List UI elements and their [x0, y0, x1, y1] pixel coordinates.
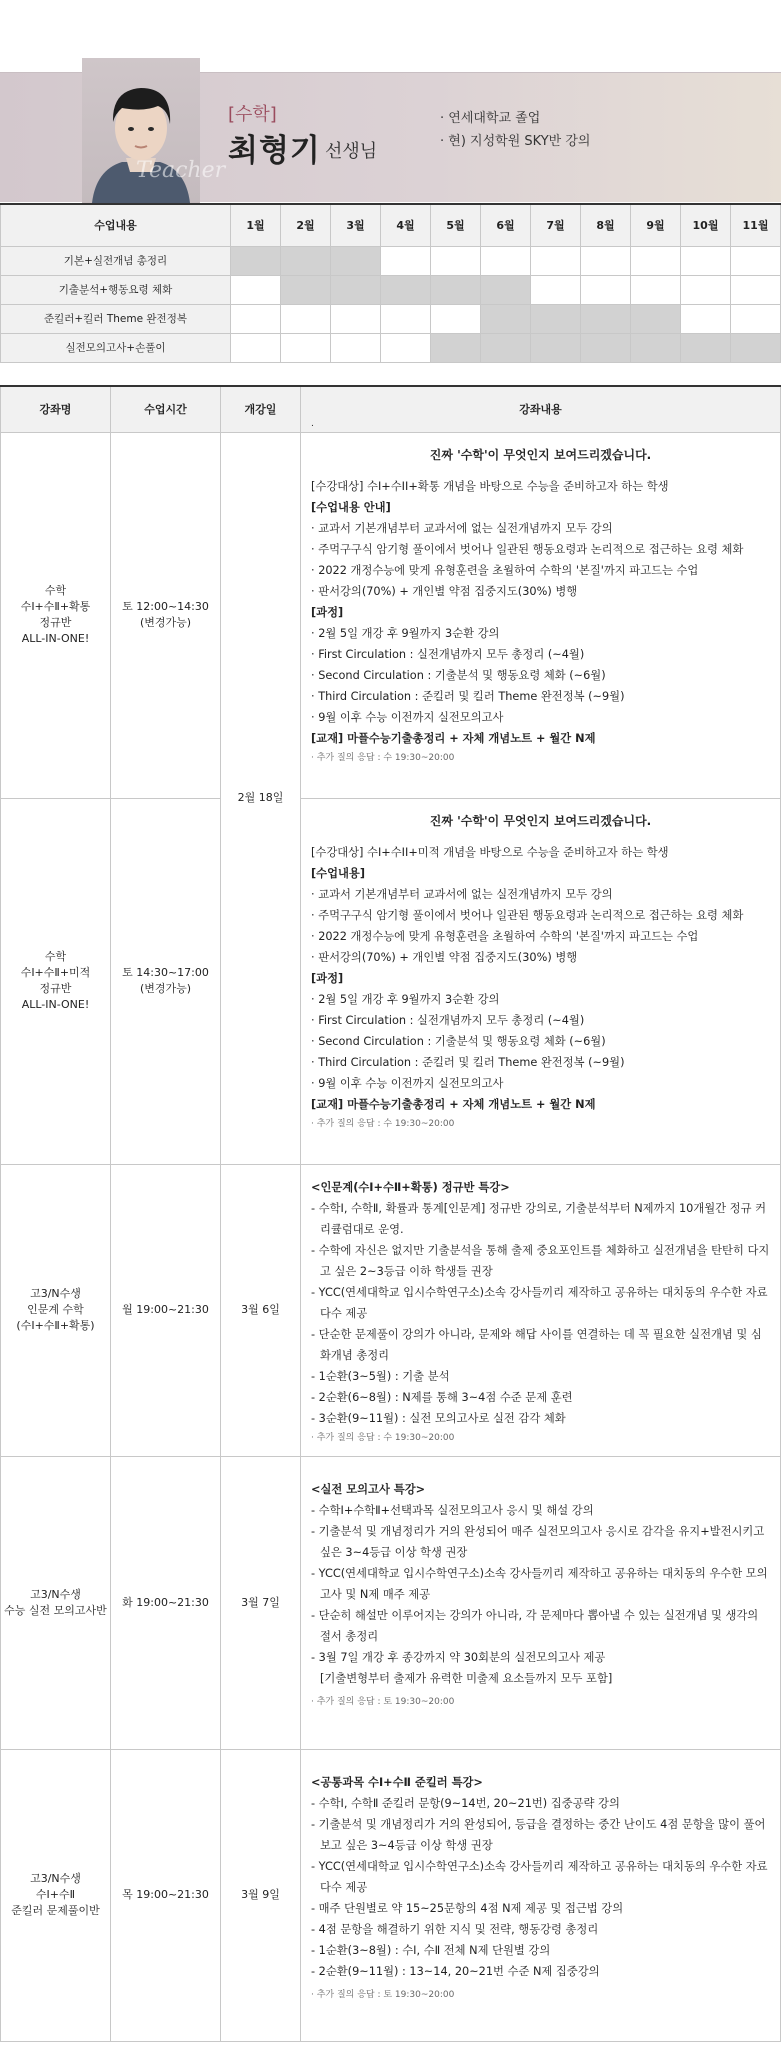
course-content-head: <인문계(수Ⅰ+수Ⅱ+확통) 정규반 특강>	[311, 1180, 510, 1194]
course-line: - 기출분석 및 개념정리가 거의 완성되어, 등급을 결정하는 중간 난이도 4점 문항을 많이 풀어보고 싶은 3~4등급 이상 학생 권장	[311, 1814, 770, 1856]
course-name-line: 수학	[44, 584, 67, 597]
schedule-cell	[431, 304, 481, 333]
month-header: 7월	[531, 204, 581, 246]
month-header: 8월	[581, 204, 631, 246]
schedule-cell	[731, 246, 781, 275]
schedule-header-label: 수업내용	[1, 204, 231, 246]
schedule-cell	[731, 275, 781, 304]
month-header: 10월	[681, 204, 731, 246]
course-line: - 4점 문항을 해결하기 위한 지식 및 전략, 행동강령 총정리	[311, 1919, 770, 1940]
schedule-row	[1, 275, 781, 304]
schedule-row	[1, 304, 781, 333]
schedule-cell	[381, 333, 431, 362]
teacher-header	[0, 72, 781, 202]
course-name	[1, 1164, 111, 1456]
schedule-cell	[281, 304, 331, 333]
course-row	[1, 432, 781, 798]
schedule-cell	[381, 246, 431, 275]
course-line: - 매주 단원별로 약 15~25문항의 4점 N제 제공 및 접근법 강의	[311, 1898, 770, 1919]
course-name	[1, 432, 111, 798]
course-content	[301, 1749, 781, 2041]
course-line: - YCC(연세대학교 입시수학연구소)소속 강사들끼리 제작하고 공유하는 대치동의 우수한 모의고사 및 N제 매주 제공	[311, 1563, 770, 1605]
schedule-row-label: 기출분석+행동요령 체화	[1, 275, 231, 304]
course-content-header	[301, 386, 781, 432]
schedule-cell	[681, 304, 731, 333]
course-header-row	[1, 386, 781, 432]
schedule-row-label: 준킬러+킬러 Theme 완전정복	[1, 304, 231, 333]
course-line: · 2월 5일 개강 후 9월까지 3순환 강의	[311, 623, 770, 644]
course-line: · 판서강의(70%) + 개인별 약점 집중지도(30%) 병행	[311, 947, 770, 968]
schedule-cell	[481, 246, 531, 275]
month-header: 5월	[431, 204, 481, 246]
month-header: 3월	[331, 204, 381, 246]
schedule-cell	[631, 333, 681, 362]
course-row	[1, 1749, 781, 2041]
schedule-cell	[331, 246, 381, 275]
course-line: · 2022 개정수능에 맞게 유형훈련을 초월하여 수학의 '본질'까지 파고드는 수업	[311, 926, 770, 947]
course-name-line: 정규반	[39, 616, 72, 629]
course-name-line: 수Ⅰ+수Ⅱ+미적	[20, 966, 91, 979]
course-line: - 2순환(9~11월) : 13~14, 20~21번 수준 N제 집중강의	[311, 1961, 770, 1982]
course-name-line: (수Ⅰ+수Ⅱ+확통)	[16, 1319, 95, 1332]
course-time	[111, 1456, 221, 1749]
schedule-cell	[631, 275, 681, 304]
course-line: - 단순히 해설만 이루어지는 강의가 아니라, 각 문제마다 뽑아낼 수 있는 실전개념 및 생각의 절서 총정리	[311, 1605, 770, 1647]
schedule-cell	[531, 246, 581, 275]
schedule-cell	[481, 304, 531, 333]
schedule-cell	[531, 275, 581, 304]
course-time-line: 화 19:00~21:30	[122, 1595, 209, 1609]
schedule-cell	[481, 333, 531, 362]
course-line: - 1순환(3~5월) : 기출 분석	[311, 1366, 770, 1387]
schedule-cell	[331, 275, 381, 304]
course-section-head: [수업내용]	[311, 866, 365, 880]
course-line: · 9월 이후 수능 이전까지 실전모의고사	[311, 707, 770, 728]
course-row	[1, 1456, 781, 1749]
course-content-title: 진짜 '수학'이 무엇인지 보여드리겠습니다.	[429, 447, 652, 462]
schedule-cell	[231, 333, 281, 362]
course-target: [수강대상] 수I+수II+미적 개념을 바탕으로 수능을 준비하고자 하는 학생	[311, 845, 669, 859]
course-name-line: 수학	[44, 950, 67, 963]
schedule-cell	[431, 246, 481, 275]
course-time	[111, 1749, 221, 2041]
course-section-head: [과정]	[311, 605, 344, 619]
course-name-line: 정규반	[39, 982, 72, 995]
schedule-header-row	[1, 204, 781, 246]
course-name-line: 수Ⅰ+수Ⅱ	[35, 1888, 76, 1901]
course-time-line: 월 19:00~21:30	[122, 1303, 209, 1316]
schedule-cell	[231, 275, 281, 304]
course-time-header: 수업시간	[111, 386, 221, 432]
course-section-head: [과정]	[311, 971, 344, 985]
course-line: · Second Circulation : 기출분석 및 행동요령 체화 (~6월)	[311, 665, 770, 686]
schedule-cell	[431, 333, 481, 362]
course-table	[0, 385, 781, 2042]
course-content	[301, 1164, 781, 1456]
course-line: · Second Circulation : 기출분석 및 행동요령 체화 (~6월)	[311, 1031, 770, 1052]
course-time-line: 목 19:00~21:30	[122, 1888, 209, 1901]
schedule-cell	[281, 333, 331, 362]
course-time-line: 토 12:00~14:30	[122, 600, 209, 613]
subject-label: [수학]	[228, 104, 277, 125]
course-line: · 판서강의(70%) + 개인별 약점 집중지도(30%) 병행	[311, 581, 770, 602]
month-header: 6월	[481, 204, 531, 246]
schedule-cell	[731, 304, 781, 333]
course-note: · 추가 질의 응답 : 수 19:30~20:00	[311, 1429, 770, 1447]
schedule-cell	[731, 333, 781, 362]
course-open-header: 개강일	[221, 386, 301, 432]
course-line: - 수학Ⅰ+수학Ⅱ+선택과목 실전모의고사 응시 및 해설 강의	[311, 1500, 770, 1521]
course-line: · First Circulation : 실전개념까지 모두 총정리 (~4월)	[311, 644, 770, 665]
schedule-cell	[681, 275, 731, 304]
schedule-cell	[331, 333, 381, 362]
course-line: · First Circulation : 실전개념까지 모두 총정리 (~4월)	[311, 1010, 770, 1031]
course-line: · Third Circulation : 준킬러 및 킬러 Theme 완전정복 (~9월)	[311, 1052, 770, 1073]
course-content	[301, 432, 781, 798]
month-header: 1월	[231, 204, 281, 246]
course-line-extra: [기출변형부터 출제가 유력한 미출제 요소들까지 모두 포함]	[320, 1671, 613, 1685]
schedule-cell	[231, 246, 281, 275]
schedule-cell	[681, 333, 731, 362]
schedule-cell	[581, 275, 631, 304]
schedule-cell	[281, 246, 331, 275]
course-line: - 기출분석 및 개념정리가 거의 완성되어 매주 실전모의고사 응시로 감각을 유지+발전시키고 싶은 3~4등급 이상 학생 권장	[311, 1521, 770, 1563]
schedule-cell	[431, 275, 481, 304]
course-line: · 주먹구구식 암기형 풀이에서 벗어나 일관된 행동요령과 논리적으로 접근하는 요령 체화	[311, 539, 770, 560]
course-name-header: 강좌명	[1, 386, 111, 432]
schedule-cell	[581, 333, 631, 362]
course-open-date: 3월 7일	[221, 1456, 301, 1749]
course-line: · 2월 5일 개강 후 9월까지 3순환 강의	[311, 989, 770, 1010]
course-time-line: (변경가능)	[139, 616, 192, 629]
course-time	[111, 798, 221, 1164]
teacher-photo	[82, 58, 226, 203]
course-line: - 3순환(9~11월) : 실전 모의고사로 실전 감각 체화	[311, 1408, 770, 1429]
course-name	[1, 798, 111, 1164]
course-name	[1, 1456, 111, 1749]
teacher-title-suffix: 선생님	[325, 141, 378, 162]
schedule-cell	[531, 333, 581, 362]
schedule-cell	[231, 304, 281, 333]
watermark-text: Teacher	[136, 158, 226, 183]
course-content-head: <공통과목 수Ⅰ+수Ⅱ 준킬러 특강>	[311, 1775, 483, 1789]
schedule-cell	[631, 246, 681, 275]
course-line: · 2022 개정수능에 맞게 유형훈련을 초월하여 수학의 '본질'까지 파고드는 수업	[311, 560, 770, 581]
course-note: · 추가 질의 응답 : 토 19:30~20:00	[311, 1986, 770, 2004]
course-line: - 3월 7일 개강 후 종강까지 약 30회분의 실전모의고사 제공	[311, 1647, 770, 1668]
course-line: · 교과서 기본개념부터 교과서에 없는 실전개념까지 모두 강의	[311, 518, 770, 539]
course-line: - 2순환(6~8월) : N제를 통해 3~4점 수준 문제 훈련	[311, 1387, 770, 1408]
course-note: · 추가 질의 응답 : 토 19:30~20:00	[311, 1693, 770, 1711]
month-header: 4월	[381, 204, 431, 246]
teacher-name: 최형기	[228, 133, 321, 169]
course-book: [교재] 마플수능기출총정리 + 자체 개념노트 + 월간 N제	[311, 1097, 596, 1111]
course-line: - 1순환(3~8월) : 수Ⅰ, 수Ⅱ 전체 N제 단원별 강의	[311, 1940, 770, 1961]
course-name-line: 수Ⅰ+수Ⅱ+확통	[20, 600, 91, 613]
course-content-header-label: 강좌내용	[519, 403, 562, 417]
header-dot: .	[311, 418, 314, 429]
course-line: · 주먹구구식 암기형 풀이에서 벗어나 일관된 행동요령과 논리적으로 접근하는 요령 체화	[311, 905, 770, 926]
course-note: · 추가 질의 응답 : 수 19:30~20:00	[311, 749, 770, 767]
course-content	[301, 1456, 781, 1749]
schedule-row	[1, 246, 781, 275]
course-name-line: 고3/N수생	[30, 1872, 81, 1885]
course-name-line: 고3/N수생	[30, 1587, 81, 1601]
month-header: 11월	[731, 204, 781, 246]
course-line: - YCC(연세대학교 입시수학연구소)소속 강사들끼리 제작하고 공유하는 대치동의 우수한 자료 다수 제공	[311, 1856, 770, 1898]
course-name-line: 수능 실전 모의고사반	[4, 1603, 107, 1617]
course-content-title: 진짜 '수학'이 무엇인지 보여드리겠습니다.	[429, 813, 652, 828]
course-line: - 수학에 자신은 없지만 기출분석을 통해 출제 중요포인트를 체화하고 실전개념을 탄탄히 다지고 싶은 2~3등급 이하 학생들 권장	[311, 1240, 770, 1282]
course-open-date: 2월 18일	[221, 432, 301, 1164]
credential-1: · 연세대학교 졸업	[440, 111, 541, 126]
course-content	[301, 798, 781, 1164]
course-name-line: ALL-IN-ONE!	[21, 998, 90, 1011]
schedule-cell	[381, 304, 431, 333]
schedule-cell	[631, 304, 681, 333]
course-content-head: <실전 모의고사 특강>	[311, 1482, 426, 1496]
schedule-cell	[531, 304, 581, 333]
course-name	[1, 1749, 111, 2041]
schedule-cell	[381, 275, 431, 304]
course-time	[111, 1164, 221, 1456]
schedule-row-label: 기본+실전개념 총정리	[1, 246, 231, 275]
course-name-line: ALL-IN-ONE!	[21, 632, 90, 645]
schedule-row	[1, 333, 781, 362]
schedule-cell	[331, 304, 381, 333]
course-line: - 단순한 문제풀이 강의가 아니라, 문제와 해답 사이를 연결하는 데 꼭 필요한 실전개념 및 심화개념 총정리	[311, 1324, 770, 1366]
course-time-line: 토 14:30~17:00	[122, 966, 209, 979]
course-time-line: (변경가능)	[139, 982, 192, 995]
schedule-row-label: 실전모의고사+손풀이	[1, 333, 231, 362]
course-time	[111, 432, 221, 798]
course-target: [수강대상] 수I+수II+확통 개념을 바탕으로 수능을 준비하고자 하는 학생	[311, 479, 669, 493]
course-line: - 수학Ⅰ, 수학Ⅱ, 확률과 통계[인문계] 정규반 강의로, 기출분석부터 N제까지 10개월간 정규 커리큘럼대로 운영.	[311, 1198, 770, 1240]
schedule-table	[0, 203, 781, 363]
course-section-head: [수업내용 안내]	[311, 500, 391, 514]
month-header: 2월	[281, 204, 331, 246]
schedule-cell	[581, 304, 631, 333]
course-name-line: 준킬러 문제풀이반	[11, 1904, 100, 1917]
course-open-date: 3월 6일	[221, 1164, 301, 1456]
credential-2: · 현) 지성학원 SKY반 강의	[440, 134, 591, 149]
course-line: · 9월 이후 수능 이전까지 실전모의고사	[311, 1073, 770, 1094]
course-row	[1, 798, 781, 1164]
course-open-date: 3월 9일	[221, 1749, 301, 2041]
course-line: · Third Circulation : 준킬러 및 킬러 Theme 완전정복 (~9월)	[311, 686, 770, 707]
course-name-line: 인문계 수학	[27, 1303, 84, 1316]
course-note: · 추가 질의 응답 : 수 19:30~20:00	[311, 1115, 770, 1133]
schedule-cell	[281, 275, 331, 304]
course-name-line: 고3/N수생	[30, 1287, 81, 1300]
course-line: - 수학Ⅰ, 수학Ⅱ 준킬러 문항(9~14번, 20~21번) 집중공략 강의	[311, 1793, 770, 1814]
course-book: [교재] 마플수능기출총정리 + 자체 개념노트 + 월간 N제	[311, 731, 596, 745]
schedule-cell	[581, 246, 631, 275]
schedule-cell	[481, 275, 531, 304]
month-header: 9월	[631, 204, 681, 246]
course-line: · 교과서 기본개념부터 교과서에 없는 실전개념까지 모두 강의	[311, 884, 770, 905]
schedule-cell	[681, 246, 731, 275]
course-line: - YCC(연세대학교 입시수학연구소)소속 강사들끼리 제작하고 공유하는 대치동의 우수한 자료 다수 제공	[311, 1282, 770, 1324]
course-row	[1, 1164, 781, 1456]
